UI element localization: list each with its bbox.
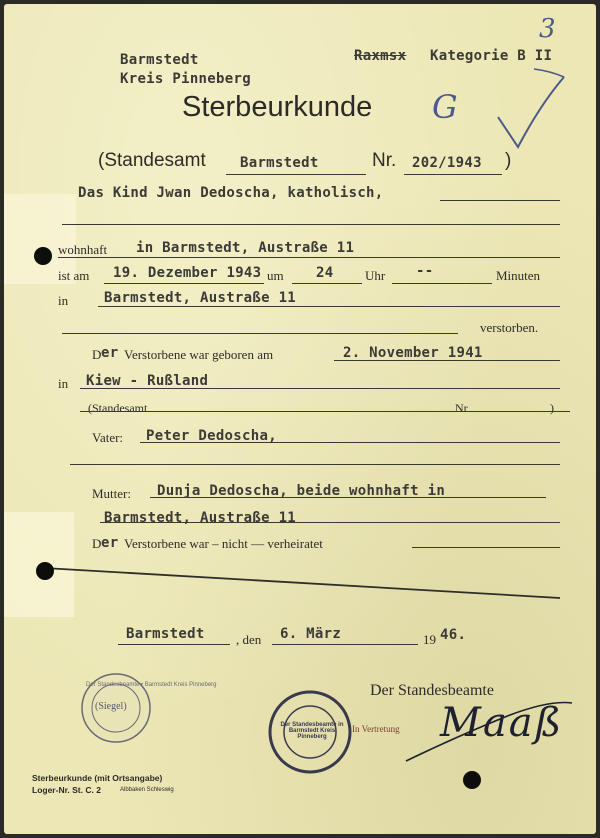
header-category-struck: Raxmsx — [354, 48, 407, 64]
issue-date-line — [272, 644, 418, 645]
birth-sub-line — [80, 411, 570, 412]
father-label: Vater: — [92, 430, 124, 445]
registry-office-line — [226, 174, 366, 175]
registry-close: ) — [505, 150, 512, 171]
issue-year: 46. — [440, 627, 467, 643]
death-place-label: in — [58, 293, 69, 308]
header-district: Kreis Pinneberg — [120, 71, 251, 87]
death-minutes-label: Minuten — [496, 268, 541, 283]
registry-nr-label: Nr. — [372, 150, 397, 171]
issue-place: Barmstedt — [126, 626, 205, 642]
deceased-name: Das Kind Jwan Dedoscha, katholisch, — [78, 185, 384, 201]
death-place-line-2 — [62, 333, 458, 334]
signature-title: Der Standesbeamte — [370, 682, 494, 699]
issue-date: 6. März — [280, 626, 342, 642]
header-category: Kategorie B II — [430, 48, 553, 64]
document-title: Sterbeurkunde — [182, 91, 373, 123]
deceased-line-end — [440, 200, 560, 201]
death-date-line — [104, 283, 264, 284]
footer-publisher: Albbaken Schleswig — [120, 787, 174, 793]
seal-right-ring: Der Standesbeamte in Barmstedt Kreis Pinneberg — [280, 722, 344, 740]
residence-label: wohnhaft — [58, 242, 108, 257]
check-mark — [490, 55, 570, 155]
death-suffix: verstorben. — [480, 320, 539, 335]
marital-label-typed: er — [101, 535, 119, 551]
registry-office: Barmstedt — [240, 155, 319, 171]
registry-number: 202/1943 — [412, 155, 482, 171]
footer-form-title: Sterbeurkunde (mit Ortsangabe) — [32, 773, 163, 783]
residence-value: in Barmstedt, Austraße 11 — [136, 240, 355, 256]
mother-value-1: Dunja Dedoscha, beide wohnhaft in — [157, 483, 446, 499]
birth-place-label: in — [58, 376, 69, 391]
birth-sub-nr: Nr — [455, 401, 468, 415]
birth-label-initial: D — [92, 347, 102, 362]
registry-number-line — [404, 174, 502, 175]
seal-left-center: (Siegel) — [95, 701, 127, 712]
birth-date-line — [334, 360, 560, 361]
deceased-line-2 — [62, 224, 560, 225]
birth-label: Verstorbene war geboren am — [124, 347, 274, 362]
marital-label: Verstorbene war – nicht — verheiratet — [124, 536, 323, 551]
father-line — [140, 442, 560, 443]
title-mark: G — [432, 88, 458, 126]
residence-line — [58, 257, 560, 258]
mother-line-2 — [100, 522, 560, 523]
birth-place: Kiew - Rußland — [86, 373, 209, 389]
birth-place-line — [80, 388, 560, 389]
death-minutes: -- — [416, 263, 434, 279]
death-date: 19. Dezember 1943 — [113, 265, 262, 281]
seal-left-ring: Der Standesbeamte • Barmstedt Kreis Pinneberg — [86, 682, 217, 688]
birth-label-typed: er — [101, 345, 119, 361]
death-hour-label: Uhr — [365, 268, 386, 283]
signature-handwritten: Maaß — [440, 700, 564, 746]
registry-label: (Standesamt — [98, 150, 206, 171]
birth-sub-registry: (Standesamt — [88, 401, 148, 415]
footer-form-number: Loger-Nr. St. C. 2 — [32, 785, 101, 795]
punch-hole-top — [34, 247, 52, 265]
death-on-label: ist am — [58, 268, 90, 283]
death-place-value: Barmstedt, Austraße 11 — [104, 290, 297, 306]
marital-diagonal-line — [40, 560, 570, 610]
handwritten-number: 3 — [539, 14, 556, 44]
death-hour-line — [292, 283, 362, 284]
issue-year-prefix: 19 — [423, 632, 436, 647]
death-minutes-line — [392, 283, 492, 284]
mother-label: Mutter: — [92, 486, 131, 501]
marital-line — [412, 547, 560, 548]
header-place: Barmstedt — [120, 52, 199, 68]
birth-sub-close: ) — [550, 401, 554, 415]
punch-hole-middle — [36, 562, 54, 580]
signature-deputy: In Vertretung — [352, 724, 400, 734]
birth-date: 2. November 1941 — [343, 345, 483, 361]
marital-label-initial: D — [92, 536, 102, 551]
mother-value-2: Barmstedt, Austraße 11 — [104, 510, 297, 526]
death-at-label: um — [267, 268, 284, 283]
father-line-2 — [70, 464, 560, 465]
mother-line — [150, 497, 546, 498]
death-place-line — [98, 306, 560, 307]
issue-place-line — [118, 644, 230, 645]
signature-flourish — [400, 695, 580, 775]
punch-hole-bottom — [463, 771, 481, 789]
death-hour: 24 — [316, 265, 334, 281]
issue-den-label: , den — [236, 632, 262, 647]
father-value: Peter Dedoscha, — [146, 428, 277, 444]
